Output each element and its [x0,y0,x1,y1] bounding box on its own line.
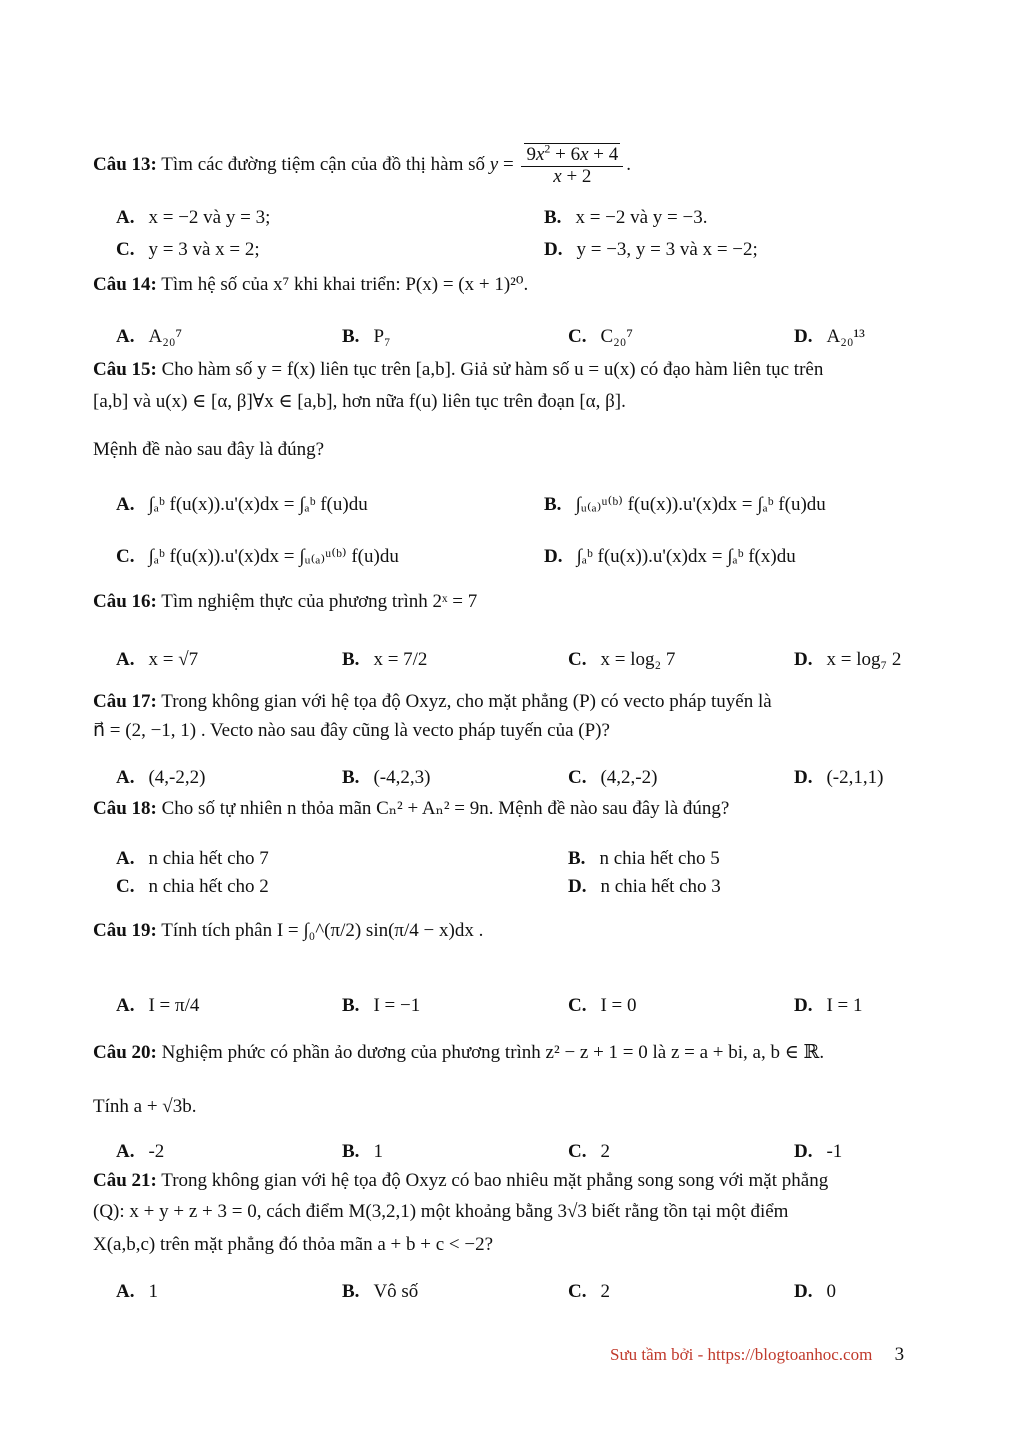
option-d[interactable]: D. (-2,1,1) [794,767,884,788]
options-row [116,203,936,233]
option-d[interactable]: D. x = log₇ 2 [794,649,902,670]
option-c[interactable]: C. y = 3 và x = 2; [116,239,260,260]
question-13 [93,143,933,188]
question-text: Nghiệm phức có phần ảo dương của phương trình z² − z + 1 = 0 là z = a + bi, a, b ∈ ℝ. [161,1042,825,1063]
question-20 [93,1038,933,1068]
question-label: Câu 17: [93,691,157,712]
question-label: Câu 19: [93,920,157,941]
option-d[interactable]: D. I = 1 [794,995,863,1016]
question-label: Câu 13: [93,153,157,175]
option-b[interactable]: B. x = −2 và y = −3. [544,207,708,228]
options-row [116,490,936,520]
question-text-line: n⃗ = (2, −1, 1) . Vecto nào sau đây cũng là vecto pháp tuyến của (P)? [93,720,610,741]
option-d[interactable]: D. 0 [794,1281,836,1302]
option-c[interactable]: C. I = 0 [568,995,637,1016]
options-row [116,645,936,675]
option-c[interactable]: C. 2 [568,1281,610,1302]
option-a[interactable]: A. x = √7 [116,649,199,670]
question-text-line: (Q): x + y + z + 3 = 0, cách điểm M(3,2,1) một khoảng bằng 3√3 biết rằng tồn tại một điểm [93,1201,789,1222]
option-b[interactable]: B. x = 7/2 [342,649,428,670]
option-c[interactable]: C. x = log₂ 7 [568,649,676,670]
option-b[interactable]: B. n chia hết cho 5 [568,848,720,869]
option-a[interactable]: A. A₂₀⁷ [116,326,183,347]
option-a[interactable]: A. I = π/4 [116,995,200,1016]
question-text-line: X(a,b,c) trên mặt phẳng đó thỏa mãn a + b + c < −2? [93,1234,494,1255]
option-a[interactable]: A. n chia hết cho 7 [116,848,269,869]
option-c[interactable]: C. 2 [568,1141,610,1162]
question-text-line: [a,b] và u(x) ∈ [α, β]∀x ∈ [a,b], hơn nữa f(u) liên tục trên đoạn [α, β]. [93,391,626,412]
question-text: Tính tích phân [161,920,273,941]
option-c[interactable]: C. C₂₀⁷ [568,326,634,347]
option-b[interactable]: B. ∫ᵤ₍ₐ₎ᵘ⁽ᵇ⁾ f(u(x)).u'(x)dx = ∫ₐᵇ f(u)du [544,494,826,515]
option-a[interactable]: A. x = −2 và y = 3; [116,207,271,228]
option-a[interactable]: A. (4,-2,2) [116,767,206,788]
question-label: Câu 15: [93,359,157,380]
question-text: Tìm nghiệm thực của phương trình 2ˣ = 7 [161,591,478,612]
question-text: Trong không gian với hệ tọa độ Oxyz, cho mặt phẳng (P) có vecto pháp tuyến là [161,691,772,712]
page-footer [610,1342,940,1368]
option-b[interactable]: B. P₇ [342,326,391,347]
question-label: Câu 18: [93,798,157,819]
option-b[interactable]: B. 1 [342,1141,383,1162]
option-b[interactable]: B. (-4,2,3) [342,767,431,788]
question-text: Tìm các đường tiệm cận của đồ thị hàm số [161,153,486,175]
options-row [116,1277,936,1307]
options-row [116,763,936,793]
question-16 [93,587,933,617]
question-label: Câu 21: [93,1170,157,1191]
question-text: Tìm hệ số của x⁷ khi khai triển: P(x) = (x + 1)²⁰. [161,274,529,295]
option-a[interactable]: A. 1 [116,1281,158,1302]
question-text: Trong không gian với hệ tọa độ Oxyz có bao nhiêu mặt phẳng song song với mặt phẳng [161,1170,829,1191]
options-row [116,322,936,352]
question-14 [93,270,933,300]
option-b[interactable]: B. Vô số [342,1281,419,1302]
question-formula: I = ∫₀^(π/2) sin(π/4 − x)dx . [276,920,484,941]
question-19 [93,916,933,946]
options-row [116,542,936,572]
question-text: Cho số tự nhiên n thỏa mãn Cₙ² + Aₙ² = 9n. Mệnh đề nào sau đây là đúng? [161,798,730,819]
option-d[interactable]: D. -1 [794,1141,843,1162]
question-text: Cho hàm số y = f(x) liên tục trên [a,b]. Giả sử hàm số u = u(x) có đạo hàm liên tục trên [161,359,824,380]
option-d[interactable]: D. A₂₀¹³ [794,326,865,347]
option-c[interactable]: C. n chia hết cho 2 [116,876,269,897]
options-row [116,844,936,874]
question-formula: y = $\frac{9x^2 + 6x + 4}{x + 2}$ . [489,142,631,188]
options-row [116,872,936,902]
option-d[interactable]: D. y = −3, y = 3 và x = −2; [544,239,758,260]
options-row [116,235,936,265]
option-d[interactable]: D. n chia hết cho 3 [568,876,721,897]
question-label: Câu 14: [93,274,157,295]
question-18 [93,794,933,824]
options-row [116,991,936,1021]
question-label: Câu 20: [93,1042,157,1063]
option-b[interactable]: B. I = −1 [342,995,421,1016]
page-number: 3 [894,1344,905,1365]
source-link[interactable]: Sưu tầm bởi - https://blogtoanhoc.com [610,1345,873,1364]
question-21 [93,1166,933,1196]
option-c[interactable]: C. ∫ₐᵇ f(u(x)).u'(x)dx = ∫ᵤ₍ₐ₎ᵘ⁽ᵇ⁾ f(u)du [116,546,399,567]
question-prompt: Mệnh đề nào sau đây là đúng? [93,439,325,460]
option-d[interactable]: D. ∫ₐᵇ f(u(x)).u'(x)dx = ∫ₐᵇ f(x)du [544,546,796,567]
option-c[interactable]: C. (4,2,-2) [568,767,658,788]
options-row [116,1137,936,1167]
question-prompt: Tính a + √3b. [93,1096,197,1117]
question-label: Câu 16: [93,591,157,612]
option-a[interactable]: A. ∫ₐᵇ f(u(x)).u'(x)dx = ∫ₐᵇ f(u)du [116,494,368,515]
question-17 [93,687,933,717]
question-15 [93,355,933,385]
option-a[interactable]: A. -2 [116,1141,165,1162]
